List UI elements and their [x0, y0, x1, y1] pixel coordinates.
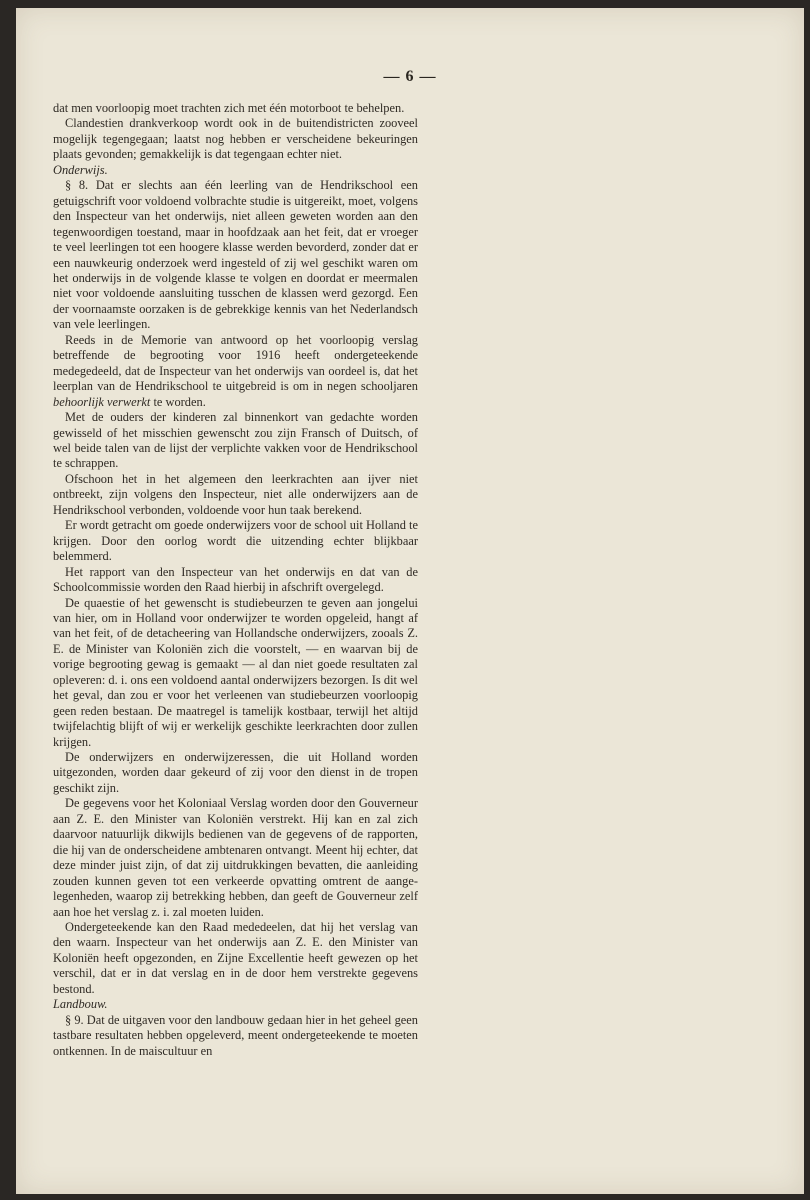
- paragraph: Ofschoon het in het algemeen den leerkrachten aan ijver niet ontbreekt, zijn volgens den Inspecteur, niet alle onderwijzers aan de Hendrikschool verbonden, voldoende voor hun taak berekend.: [53, 471, 418, 517]
- section-heading: Onderwijs.: [53, 162, 108, 177]
- paragraph: De gegevens voor het Koloniaal Verslag worden door den Gouverneur aan Z. E. den Minister van Koloniën verstrekt. Hij kan en zal zich daarvoor natuurlijk dikwijls bedienen van de gegevens of de rapporten, die hij van de onderscheidene ambtenaren ontvangt. Meent hij echter, dat deze minder juist zijn, of dat zij uitdrukkingen bevatten, die aanleiding zouden kunnen geven tot een verkeerde opvatting omtrent de aangelegenheden, waarop zij betrekking hebben, dan geeft de Gouverneur zelf aan hoe het verslag z. i. zal moeten luiden.: [53, 796, 418, 919]
- paragraph: § 9. Dat de uitgaven voor den landbouw gedaan hier in het geheel geen tastbare resultaten hebben opgeleverd, meent ondergeteekende te moeten ontkennen. In de maiscultuur en: [53, 1012, 418, 1058]
- paragraph-text: Reeds in de Memorie van antwoord op het voorloopig verslag betreffende de begrooting voor 1916 heeft ondergeteekende medegedeeld, dat de Inspecteur van het onderwijs van oordeel is, dat het leerplan van de Hendrikschool te uitgebreid is om in negen schooljaren: [53, 332, 418, 394]
- paragraph-text: te worden.: [150, 394, 206, 409]
- paragraph: Er wordt getracht om goede onderwijzers voor de school uit Holland te krijgen. Door den oorlog wordt die uitzending echter blijkbaar belemmerd.: [53, 518, 418, 564]
- page-number: — 6 —: [383, 68, 437, 85]
- paragraph: De quaestie of het gewenscht is studiebeurzen te geven aan jongelui van hier, om in Holland voor onderwijzer te worden opgeleid, hangt af van het feit, of de detacheering van Hollandsche onderwijzers, zooals Z. E. de Minister van Koloniën zich die voorstelt, — en waarvan bij de vorige begrooting gewag is gemaakt — al dan niet goede resultaten zal opleveren: d. i. ons een voldoend aantal onderwijzers bezorgen. Is dit wel het geval, dan zou er voor het verleenen van studiebeurzen voorloopig geen reden bestaan. De maatregel is tamelijk kostbaar, terwijl het altijd twijfelachtig blijft of wij er werkelijk geschikte leerkrachten door zullen krijgen.: [53, 595, 418, 749]
- paragraph: [53, 333, 418, 410]
- paragraph: dat men voorloopig moet trachten zich met één motorboot te behelpen.: [53, 101, 405, 115]
- paragraph: Clandestien drankverkoop wordt ook in de buitendistricten zooveel mogelijk tegengegaan; laatst nog hebben er verscheidene bekeuringen plaats gevonden; gemakkelijk is dat tegengaan echter niet.: [53, 116, 418, 162]
- paragraph: Het rapport van den Inspecteur van het onderwijs en dat van de Schoolcommissie worden den Raad hierbij in afschrift overgelegd.: [53, 564, 418, 595]
- paragraph: Ondergeteekende kan den Raad mededeelen, dat hij het verslag van den waarn. Inspecteur van het onderwijs aan Z. E. den Minister van Koloniën heeft opgezonden, en Zijne Excellentie heeft gewezen op het verschil, dat er in dat verslag en in de door hem verstrekte gegevens bestond.: [53, 920, 418, 996]
- paragraph: Met de ouders der kinderen zal binnenkort van gedachte worden gewisseld of het misschien gewenscht zou zijn Fransch of Duitsch, of wel beide talen van de lijst der verplichte vakken voor de Hendrikschool te schrappen.: [53, 410, 418, 471]
- emphasis-text: behoorlijk verwerkt: [53, 394, 151, 409]
- document-body: [53, 101, 418, 1059]
- document-page: [16, 8, 804, 1194]
- paragraph: De onderwijzers en onderwijzeressen, die uit Holland worden uitgezonden, worden daar gekeurd of zij voor den dienst in de tropen geschikt zijn.: [53, 750, 418, 795]
- paragraph: § 8. Dat er slechts aan één leerling van de Hendrikschool een getuigschrift voor voldoend volbrachte studie is uitgereikt, moet, volgens den Inspecteur van het onderwijs, niet alleen geweten worden aan den tegenwoordigen toestand, maar in hoofdzaak aan het feit, dat er vroeger te veel leerlingen tot een hoogere klasse werden bevorderd, zonder dat er een nauwkeurig onderzoek werd ingesteld of zij wel geschikt waren om het onderwijs in de volgende klasse te volgen en doordat er meermalen niet voor voldoende aansluiting tusschen de klassen werd gezorgd. Een der voornaamste oorzaken is de gebrekkige kennis van het Nederlandsch van vele leerlingen.: [53, 178, 418, 332]
- section-heading: Landbouw.: [53, 997, 108, 1012]
